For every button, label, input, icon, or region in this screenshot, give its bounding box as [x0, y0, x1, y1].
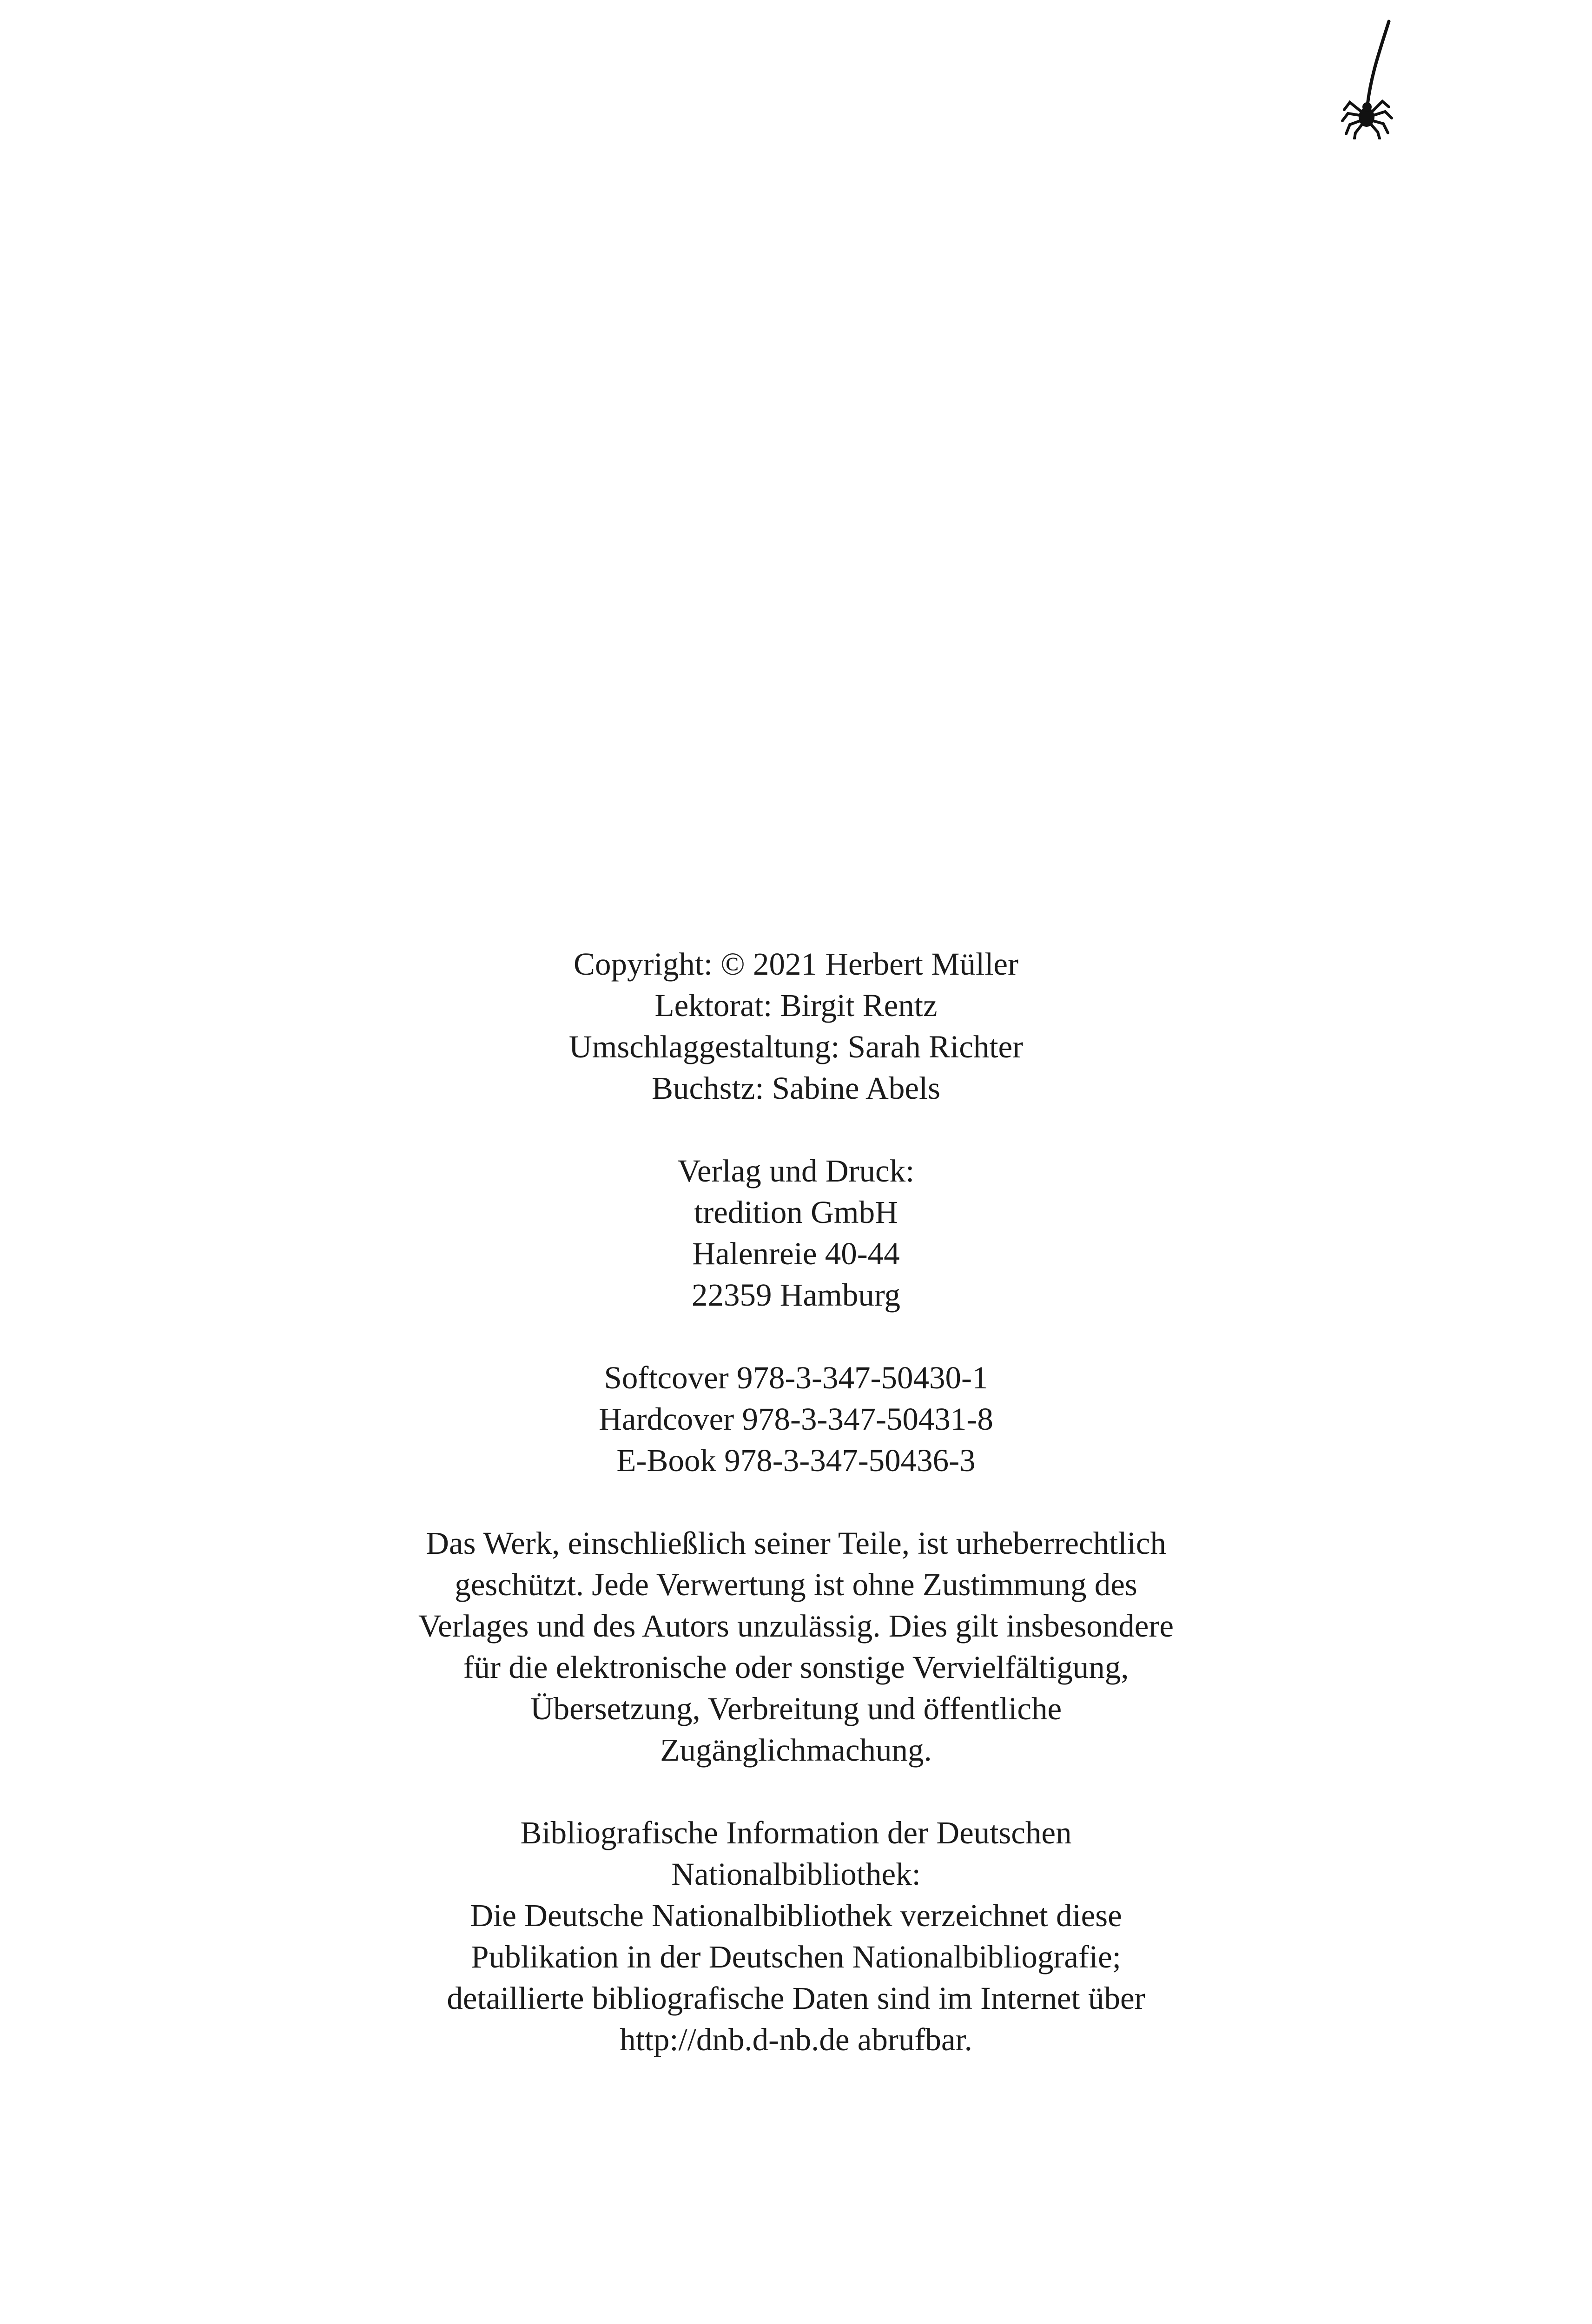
isbn-hardcover: Hardcover 978-3-347-50431-8 [599, 1401, 993, 1437]
isbn-block [0, 1357, 1592, 1481]
rights-line: für die elektronische oder sonstige Vervielfältigung, [463, 1650, 1129, 1685]
rights-line: Zugänglichmachung. [660, 1732, 932, 1768]
rights-line: Das Werk, einschließlich seiner Teile, ist urheberrechtlich [426, 1525, 1166, 1561]
publisher-street: Halenreie 40-44 [692, 1236, 900, 1271]
spider-hanging-icon [1334, 19, 1399, 139]
copyright-line: Copyright: © 2021 Herbert Müller [574, 946, 1018, 982]
publisher-city: 22359 Hamburg [691, 1277, 901, 1313]
publisher-block [0, 1150, 1592, 1316]
imprint-page [0, 944, 1592, 2060]
rights-line: Übersetzung, Verbreitung und öffentliche [530, 1691, 1062, 1726]
copyright-block [0, 944, 1592, 1109]
typesetting-line: Buchstz: Sabine Abels [652, 1070, 940, 1106]
publisher-name: tredition GmbH [694, 1195, 898, 1230]
dnb-url: http://dnb.d-nb.de abrufbar. [620, 2022, 972, 2057]
isbn-softcover: Softcover 978-3-347-50430-1 [604, 1360, 988, 1395]
cover-design-line: Umschlaggestaltung: Sarah Richter [568, 1029, 1024, 1064]
bibliography-line: Die Deutsche Nationalbibliothek verzeichnet diese [470, 1898, 1122, 1933]
editor-line: Lektorat: Birgit Rentz [654, 988, 938, 1023]
rights-line: Verlages und des Autors unzulässig. Dies gilt insbesondere [418, 1608, 1174, 1644]
bibliographic-info [0, 1812, 1592, 2060]
rights-line: geschützt. Jede Verwertung ist ohne Zustimmung des [455, 1567, 1137, 1602]
publisher-heading: Verlag und Druck: [677, 1153, 915, 1188]
bibliography-line: Bibliografische Information der Deutschen [520, 1815, 1072, 1850]
rights-notice [0, 1523, 1592, 1771]
isbn-ebook: E-Book 978-3-347-50436-3 [616, 1443, 976, 1478]
bibliography-line: detaillierte bibliografische Daten sind im Internet über [447, 1981, 1145, 2016]
bibliography-line: Publikation in der Deutschen Nationalbibliografie; [471, 1939, 1121, 1974]
bibliography-line: Nationalbibliothek: [671, 1856, 921, 1892]
